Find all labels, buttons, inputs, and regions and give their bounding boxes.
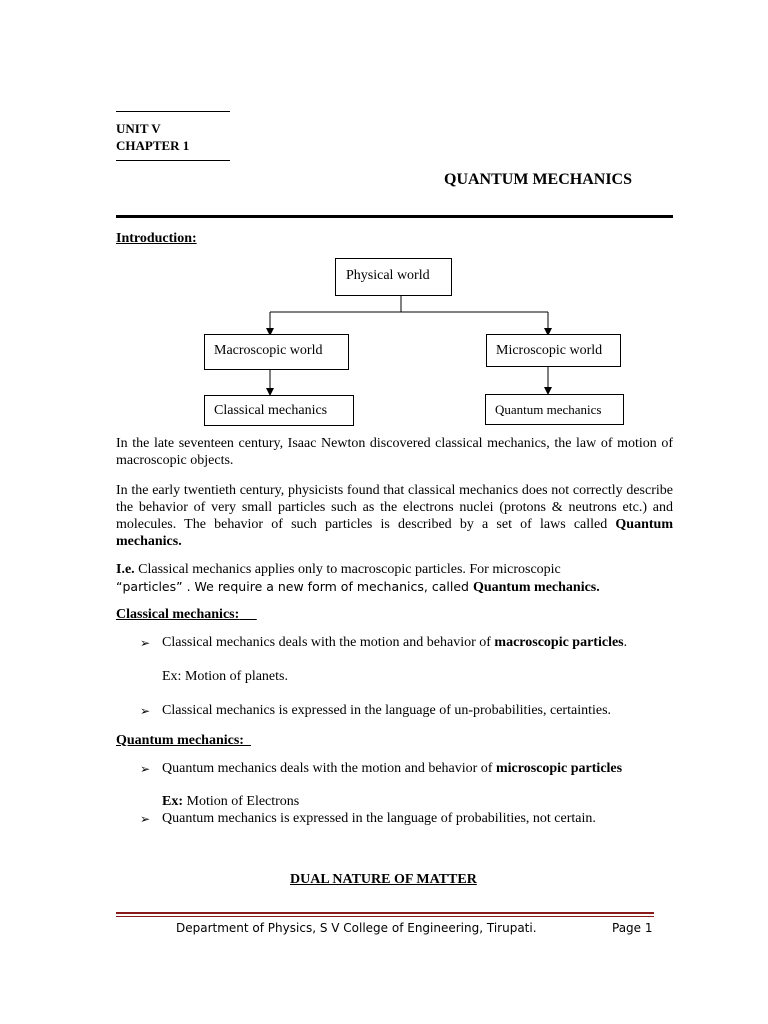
paragraph-newton-text: In the late seventeen century, Isaac Newton discovered classical mechanics, the law of motion of macroscopic objects. [116,436,673,468]
dual-nature-heading: DUAL NATURE OF MATTER [290,872,477,887]
classical-bullet-1-text: Classical mechanics deals with the motion and behavior of [162,635,495,650]
quantum-example [162,793,673,810]
classical-bullet-1-icon: ➢ [140,636,151,650]
ie-label: I.e. [116,562,135,577]
classical-mechanics-box: Classical mechanics [204,395,354,426]
physical-world-box: Physical world [335,258,452,296]
quantum-bullet-1 [162,760,673,777]
introduction-heading: Introduction: [116,231,197,246]
quantum-mechanics-box: Quantum mechanics [485,394,624,425]
quantum-example-label: Ex: [162,794,183,809]
paragraph-twentieth-text: In the early twentieth century, physicists found that classical mechanics does not correctly describe the behavior of very small particles such as the electrons nuclei (protons & neutrons etc.) and molecules. The behavior of such particles is described by a set of laws called [116,483,673,532]
footer-rule-top [116,912,654,914]
quantum-bullet-1-text: Quantum mechanics deals with the motion and behavior of [162,761,496,776]
quantum-mechanics-term: Quantum mechanics. [116,517,673,549]
classical-bullet-1-end: . [623,635,628,650]
quantum-mechanics-term-2: Quantum mechanics. [472,580,600,595]
classical-bullet-1 [162,634,673,651]
quantum-bullet-1-icon: ➢ [140,762,151,776]
quantum-heading-text: Quantum mechanics: [116,733,244,748]
classical-example: Ex: Motion of planets. [162,669,288,684]
paragraph-ie-text: Classical mechanics applies only to macroscopic particles. For microscopic [134,562,561,577]
chapter-label: CHAPTER 1 [116,138,190,153]
footer-page-number: Page 1 [612,921,653,935]
paragraph-ie-line2 [116,578,673,596]
footer-department: Department of Physics, S V College of Engineering, Tirupati. [176,921,537,935]
classical-mechanics-heading [116,606,257,623]
quantum-example-text: Motion of Electrons [183,794,300,809]
macroscopic-particles-term: macroscopic particles [494,635,624,650]
classical-bullet-2: Classical mechanics is expressed in the language of un-probabilities, certainties. [162,703,612,718]
quantum-mechanics-heading [116,732,251,749]
quantum-bullet-2-icon: ➢ [140,812,151,826]
classical-heading-text: Classical mechanics: [116,607,240,622]
page-title: QUANTUM MECHANICS [444,171,632,188]
footer-rule-bottom [116,916,654,917]
macroscopic-world-box: Macroscopic world [204,334,349,370]
microscopic-particles-term: microscopic particles [495,761,623,776]
paragraph-ie-line2-text: “particles” . We require a new form of mechanics, called [116,579,473,594]
unit-label: UNIT V [116,121,161,136]
microscopic-world-box: Microscopic world [486,334,621,367]
classical-bullet-2-icon: ➢ [140,704,151,718]
paragraph-newton [116,435,673,469]
quantum-bullet-2: Quantum mechanics is expressed in the language of probabilities, not certain. [162,811,596,826]
paragraph-ie [116,561,673,578]
paragraph-twentieth-century [116,482,673,550]
